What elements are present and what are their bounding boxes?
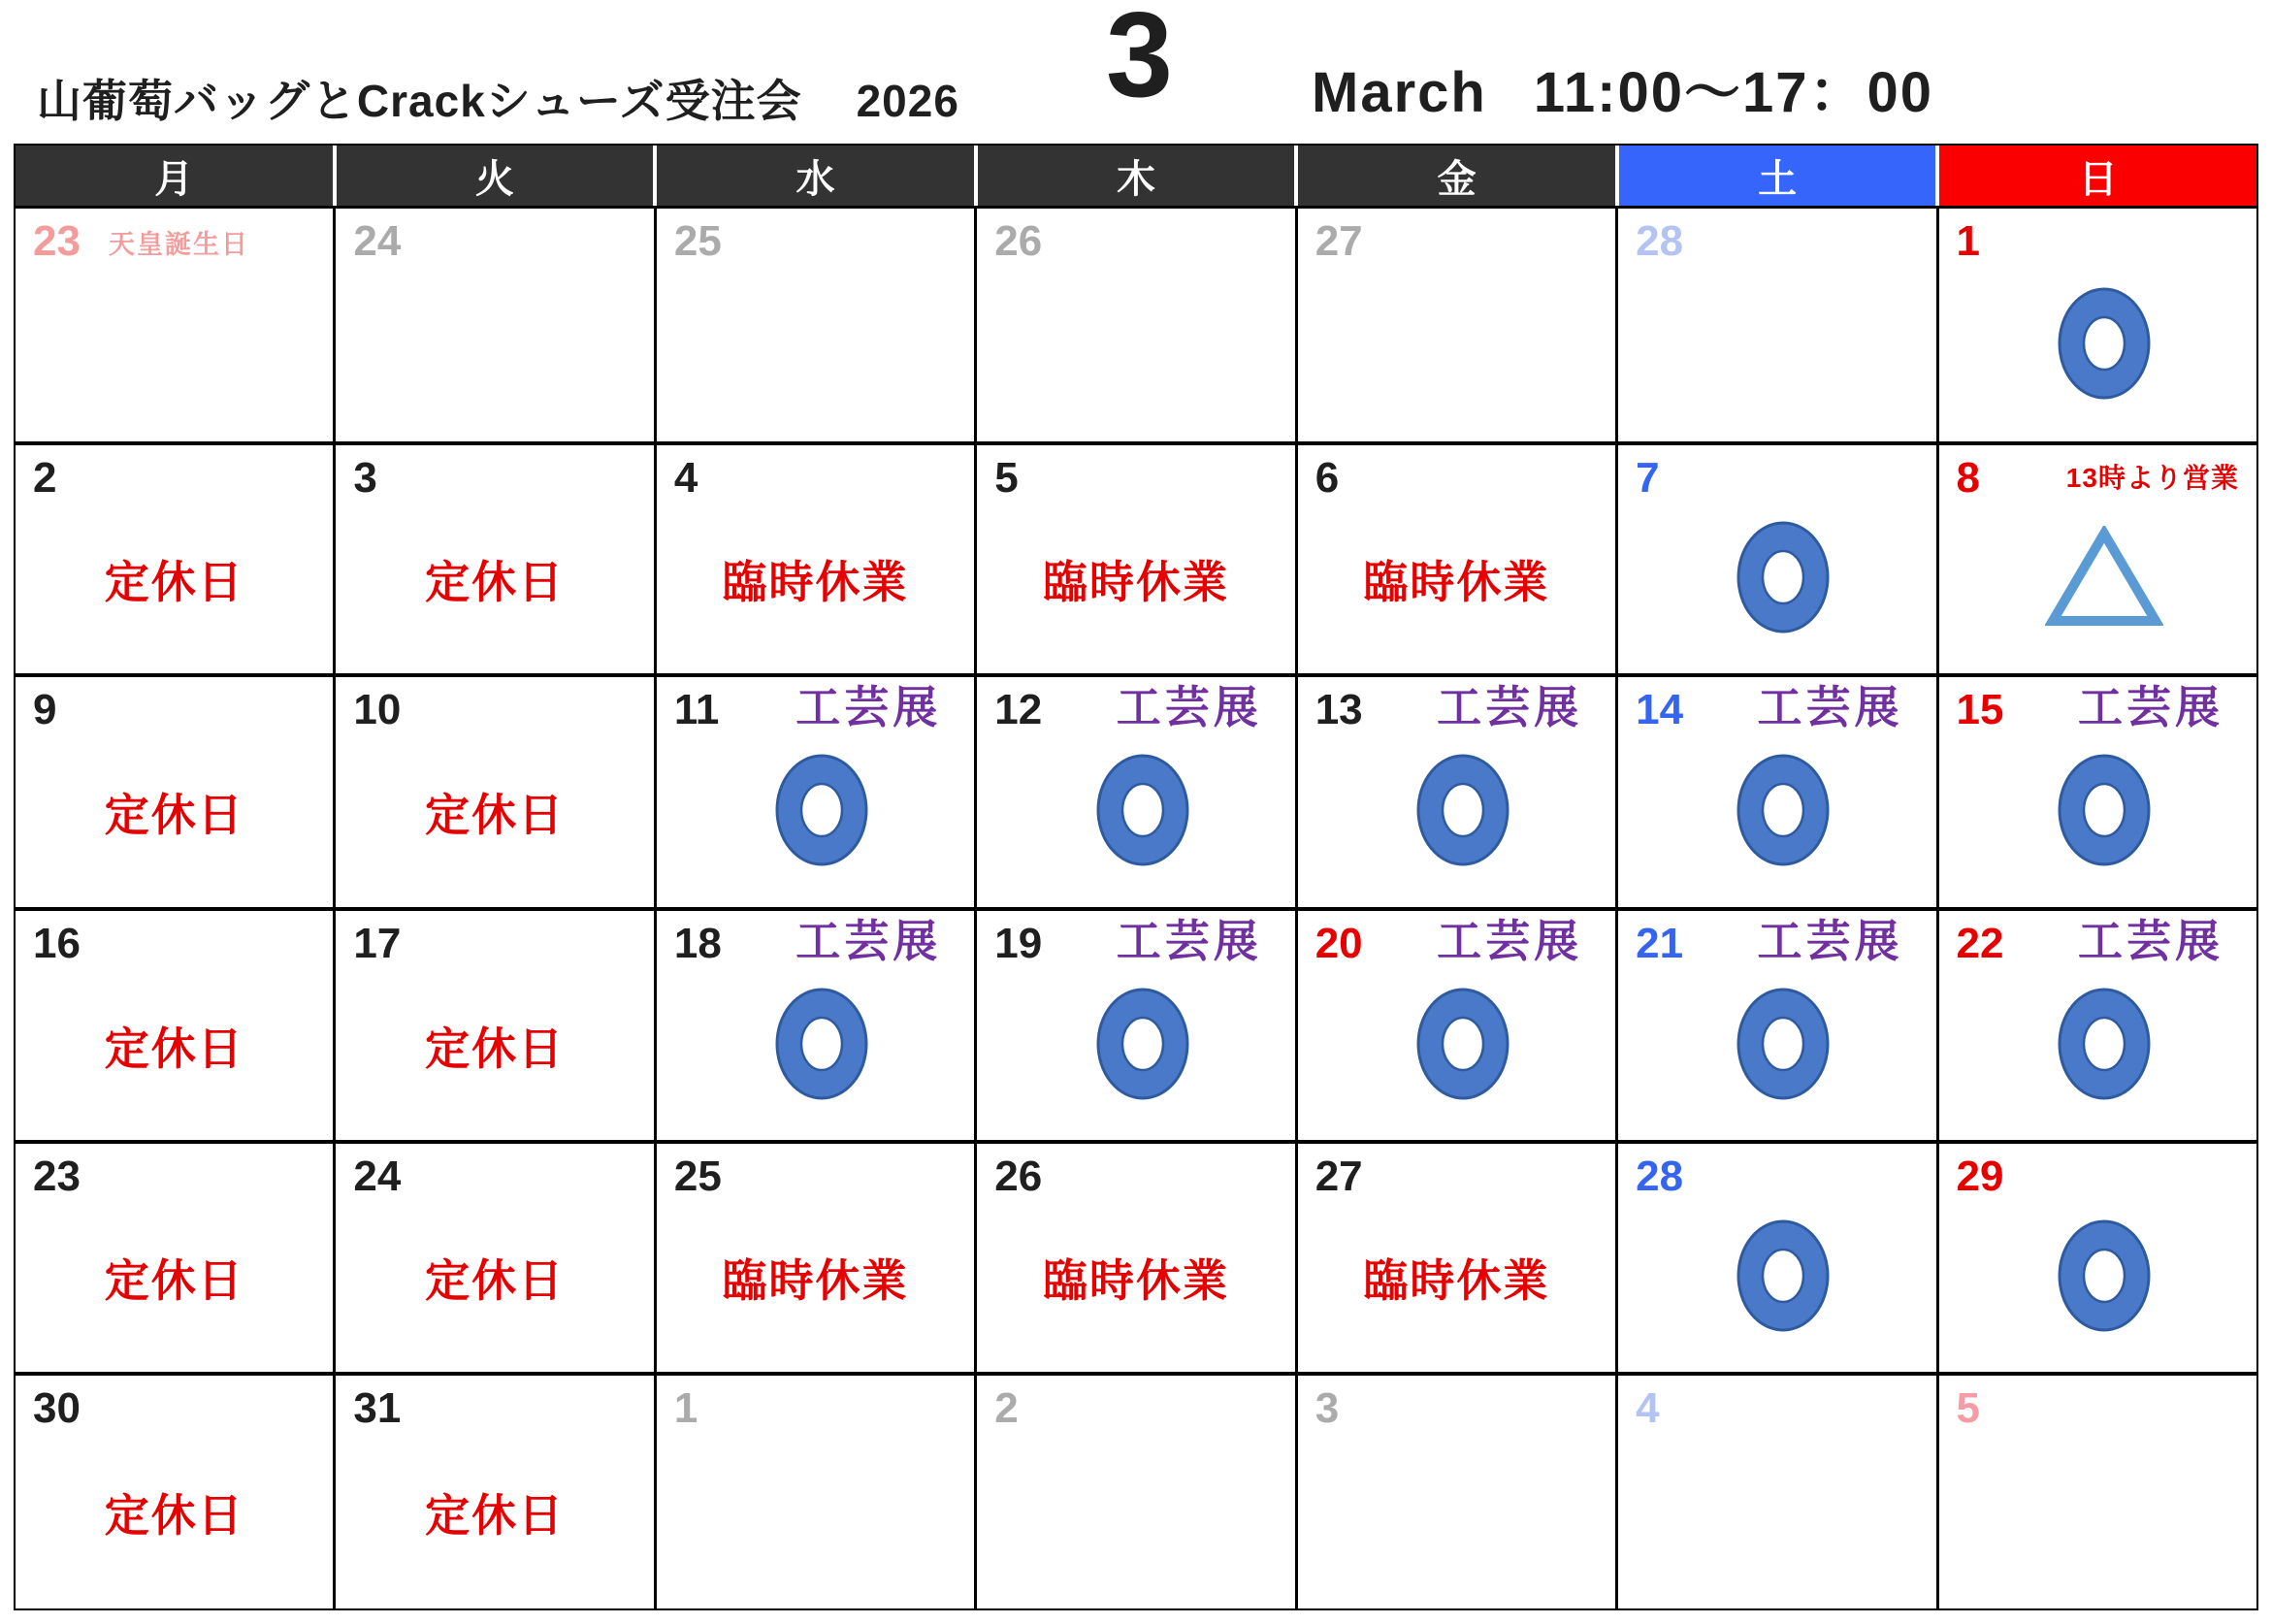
calendar-cell — [1939, 209, 2256, 441]
closed-label: 臨時休業 — [1042, 1255, 1229, 1306]
date-number: 1 — [1956, 217, 1981, 265]
date-number: 30 — [33, 1384, 81, 1432]
date-number: 13 — [1315, 686, 1363, 733]
calendar-cell — [977, 1144, 1297, 1372]
triangle-mark — [2045, 526, 2163, 629]
date-number: 28 — [1636, 217, 1684, 265]
calendar-week-row — [16, 1376, 2256, 1608]
calendar-cell — [1939, 677, 2256, 907]
calendar-week-row — [16, 209, 2256, 445]
date-number: 12 — [994, 686, 1043, 733]
calendar-cell — [977, 677, 1297, 907]
date-number: 23 — [33, 217, 81, 265]
open-circle-mark — [773, 752, 870, 868]
calendar-cell — [1939, 445, 2256, 673]
date-number: 24 — [353, 1153, 402, 1200]
date-number: 1 — [673, 1384, 698, 1432]
open-circle-mark — [1735, 752, 1832, 868]
event-label: 工芸展 — [1757, 916, 1903, 966]
date-number: 29 — [1956, 1153, 2004, 1200]
weekday-header-2: 火 — [337, 146, 654, 206]
date-number: 5 — [1956, 1384, 1981, 1432]
calendar-cell — [657, 911, 977, 1140]
calendar-cell — [1939, 1376, 2256, 1608]
event-name: 山葡萄バッグとCrackシューズ受注会 — [37, 76, 802, 126]
date-number: 4 — [1636, 1384, 1660, 1432]
open-circle-icon — [1735, 519, 1832, 635]
open-circle-icon — [1735, 1218, 1832, 1334]
calendar-cell — [336, 911, 656, 1140]
calendar-cell — [336, 1376, 656, 1608]
calendar-week-row — [16, 911, 2256, 1144]
event-label: 工芸展 — [1116, 682, 1262, 732]
date-number: 9 — [33, 686, 57, 733]
closed-label: 臨時休業 — [1042, 557, 1229, 607]
open-circle-mark — [2056, 1218, 2153, 1334]
date-number: 3 — [1315, 1384, 1340, 1432]
weekday-header-1: 月 — [16, 146, 333, 206]
calendar-cell — [1298, 1144, 1618, 1372]
calendar-cell — [657, 209, 977, 441]
closed-label: 定休日 — [104, 1255, 244, 1306]
open-circle-mark — [2056, 752, 2153, 868]
open-circle-icon — [773, 986, 870, 1102]
calendar-cell — [16, 1376, 336, 1608]
calendar-cell — [977, 911, 1297, 1140]
day-note: 天皇誕生日 — [109, 230, 249, 259]
closed-label: 臨時休業 — [722, 557, 909, 607]
calendar-cell — [1618, 1376, 1938, 1608]
open-circle-mark — [1094, 752, 1191, 868]
open-circle-icon — [1094, 986, 1191, 1102]
weekday-header-row — [16, 146, 2256, 209]
calendar-cell — [657, 445, 977, 673]
event-label: 工芸展 — [795, 916, 942, 966]
calendar-cell — [1939, 911, 2256, 1140]
closed-label: 定休日 — [104, 1490, 244, 1541]
calendar-cell — [1618, 677, 1938, 907]
closed-label: 定休日 — [104, 790, 244, 841]
event-label: 工芸展 — [1757, 682, 1903, 732]
open-circle-icon — [2056, 1218, 2153, 1334]
open-circle-mark — [2056, 285, 2153, 402]
date-number: 24 — [353, 217, 402, 265]
date-number: 11 — [673, 686, 720, 733]
open-circle-mark — [1735, 1218, 1832, 1334]
date-number: 28 — [1636, 1153, 1684, 1200]
event-label: 工芸展 — [2077, 682, 2223, 732]
calendar-cell — [1298, 1376, 1618, 1608]
closed-label: 臨時休業 — [1363, 1255, 1550, 1306]
calendar-cell — [1298, 209, 1618, 441]
closed-label: 臨時休業 — [1363, 557, 1550, 607]
date-number: 31 — [353, 1384, 402, 1432]
calendar-cell — [336, 445, 656, 673]
calendar-cell — [657, 1376, 977, 1608]
date-number: 26 — [994, 1153, 1043, 1200]
open-circle-mark — [773, 986, 870, 1102]
open-circle-mark — [1414, 986, 1511, 1102]
open-circle-mark — [1735, 519, 1832, 635]
date-number: 17 — [353, 920, 402, 967]
calendar-cell — [16, 445, 336, 673]
calendar-cell — [657, 1144, 977, 1372]
open-circle-mark — [1414, 752, 1511, 868]
calendar-cell — [16, 209, 336, 441]
date-number: 27 — [1315, 1153, 1363, 1200]
calendar-cell — [1618, 445, 1938, 673]
closed-label: 定休日 — [425, 1023, 566, 1074]
event-label: 工芸展 — [1437, 682, 1583, 732]
calendar-cell — [977, 1376, 1297, 1608]
calendar-grid — [14, 144, 2258, 1610]
open-circle-icon — [2056, 285, 2153, 402]
date-number: 25 — [673, 217, 722, 265]
calendar-cell — [1939, 1144, 2256, 1372]
event-label: 工芸展 — [1116, 916, 1262, 966]
calendar-cell — [1298, 677, 1618, 907]
open-circle-icon — [1735, 752, 1832, 868]
closed-label: 定休日 — [425, 1255, 566, 1306]
date-number: 27 — [1315, 217, 1363, 265]
date-number: 22 — [1956, 920, 2004, 967]
open-circle-icon — [2056, 986, 2153, 1102]
calendar-cell — [336, 209, 656, 441]
weekday-header-6: 土 — [1619, 146, 1936, 206]
calendar-cell — [336, 677, 656, 907]
month-name-hours — [1312, 47, 1933, 128]
date-number: 7 — [1636, 454, 1660, 502]
calendar-cell — [1618, 1144, 1938, 1372]
closed-label: 定休日 — [425, 790, 566, 841]
closed-label: 定休日 — [425, 1490, 566, 1541]
date-number: 15 — [1956, 686, 2004, 733]
business-hours: 11:00～17：00 — [1533, 61, 1933, 124]
calendar-week-row — [16, 445, 2256, 677]
closed-label: 定休日 — [104, 1023, 244, 1074]
calendar-cell — [16, 1144, 336, 1372]
month-name: March — [1312, 61, 1487, 124]
calendar-cell — [1618, 911, 1938, 1140]
date-number: 20 — [1315, 920, 1363, 967]
calendar-cell — [1298, 911, 1618, 1140]
weekday-header-7: 日 — [1939, 146, 2256, 206]
open-circle-mark — [1735, 986, 1832, 1102]
event-label: 工芸展 — [2077, 916, 2223, 966]
title-row — [0, 0, 2272, 144]
date-number: 2 — [33, 454, 57, 502]
date-number: 6 — [1315, 454, 1340, 502]
open-circle-icon — [1735, 986, 1832, 1102]
date-number: 10 — [353, 686, 402, 733]
weekday-header-5: 金 — [1298, 146, 1615, 206]
date-number: 4 — [673, 454, 698, 502]
calendar-cell — [977, 209, 1297, 441]
open-circle-icon — [1094, 752, 1191, 868]
page-title — [37, 66, 959, 130]
calendar-week-row — [16, 1144, 2256, 1376]
event-label: 工芸展 — [795, 682, 942, 732]
date-number: 5 — [994, 454, 1019, 502]
date-number: 8 — [1956, 454, 1981, 502]
date-number: 14 — [1636, 686, 1684, 733]
open-circle-icon — [2056, 752, 2153, 868]
date-number: 18 — [673, 920, 722, 967]
calendar-cell — [977, 445, 1297, 673]
open-circle-icon — [1414, 752, 1511, 868]
triangle-icon — [2045, 526, 2163, 629]
calendar-cell — [1298, 445, 1618, 673]
calendar-cell — [16, 677, 336, 907]
date-number: 19 — [994, 920, 1043, 967]
month-number: 3 — [1106, 0, 1173, 122]
weekday-header-3: 水 — [657, 146, 974, 206]
closed-label: 定休日 — [425, 557, 566, 607]
calendar-cell — [336, 1144, 656, 1372]
open-circle-mark — [2056, 986, 2153, 1102]
event-label: 工芸展 — [1437, 916, 1583, 966]
open-circle-icon — [773, 752, 870, 868]
calendar-cell — [657, 677, 977, 907]
calendar-weeks — [16, 209, 2256, 1608]
calendar-week-row — [16, 677, 2256, 911]
year-label: 2026 — [856, 76, 959, 126]
closed-label: 臨時休業 — [722, 1255, 909, 1306]
date-number: 3 — [353, 454, 377, 502]
date-number: 21 — [1636, 920, 1684, 967]
weekday-header-4: 木 — [978, 146, 1295, 206]
date-number: 23 — [33, 1153, 81, 1200]
calendar-cell — [1618, 209, 1938, 441]
open-circle-mark — [1094, 986, 1191, 1102]
day-note: 13時より営業 — [2065, 463, 2239, 493]
date-number: 26 — [994, 217, 1043, 265]
date-number: 16 — [33, 920, 81, 967]
closed-label: 定休日 — [104, 557, 244, 607]
open-circle-icon — [1414, 986, 1511, 1102]
calendar-cell — [16, 911, 336, 1140]
date-number: 25 — [673, 1153, 722, 1200]
date-number: 2 — [994, 1384, 1019, 1432]
